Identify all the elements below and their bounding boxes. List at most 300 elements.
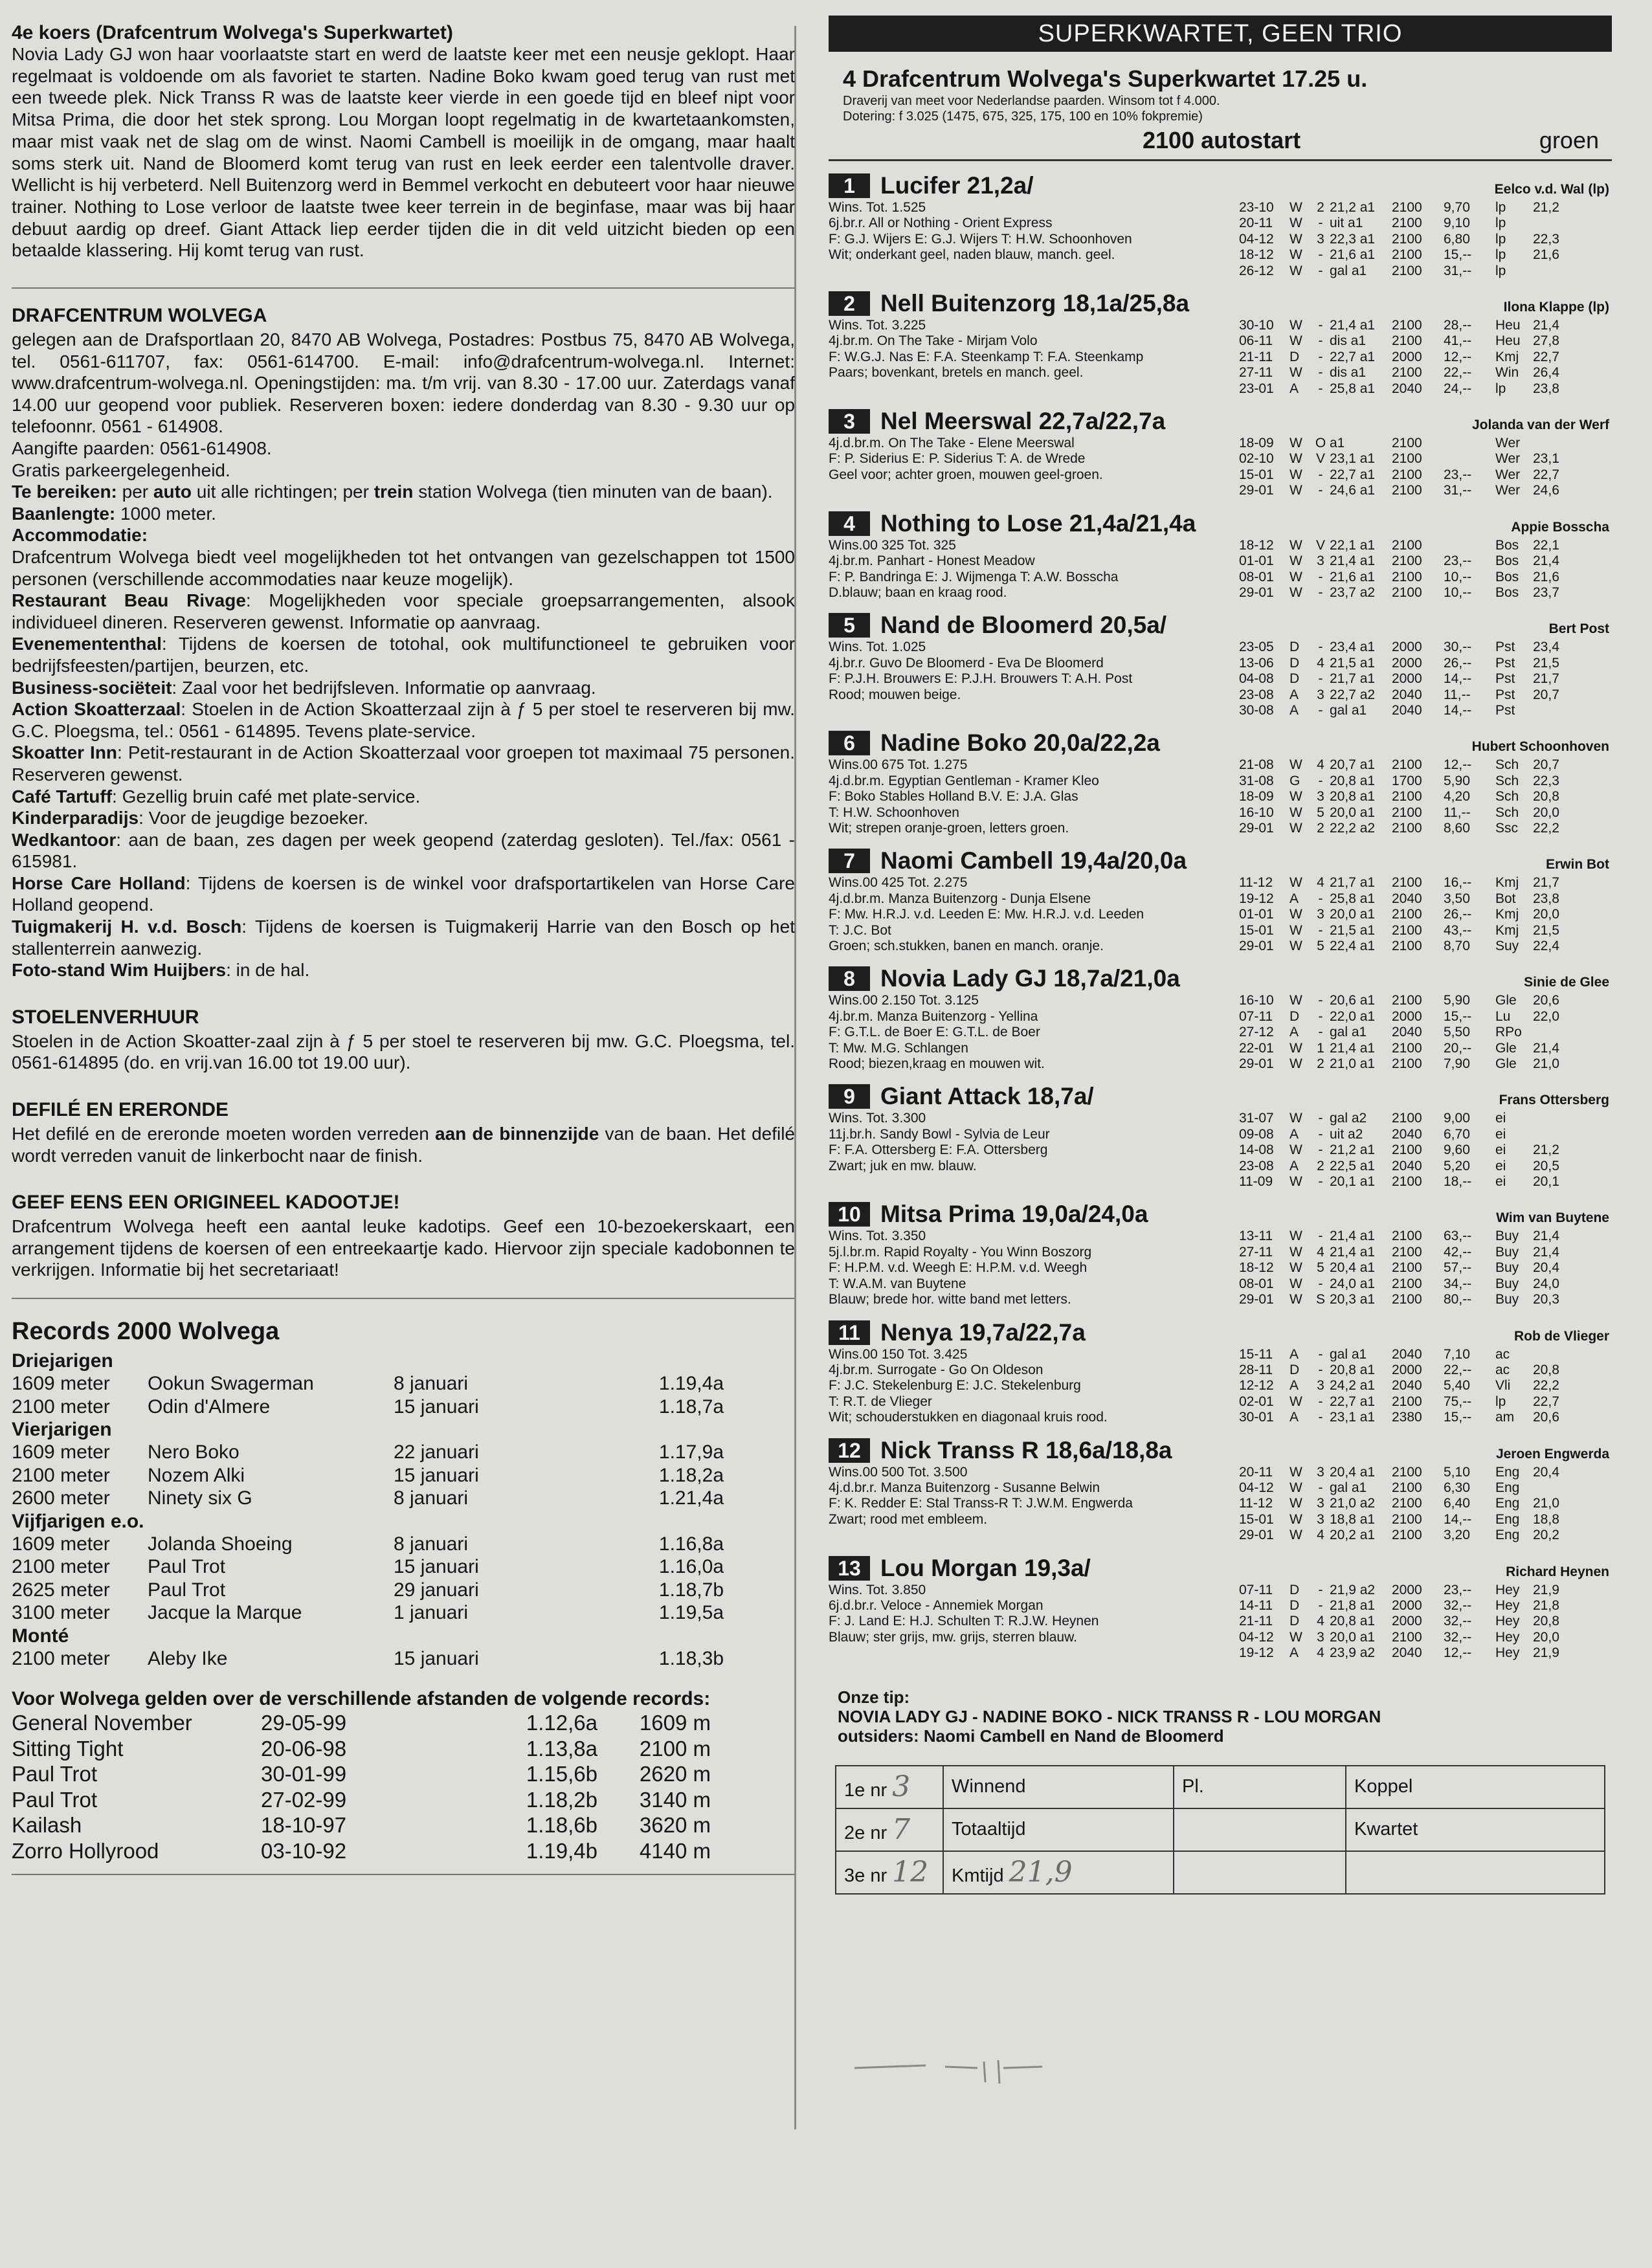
records-row (12, 1555, 795, 1579)
form-cell: 4 (1317, 757, 1324, 773)
horse-form-table (1239, 639, 1578, 718)
form-row (1239, 687, 1578, 703)
form-cell: 2100 (1392, 1040, 1422, 1056)
form-cell: 02-10 (1239, 451, 1274, 467)
form-cell: 2100 (1392, 993, 1422, 1008)
form-row (1239, 263, 1578, 279)
form-cell: S (1315, 1292, 1325, 1307)
horse-entry (829, 1318, 1612, 1426)
form-cell: 3 (1317, 907, 1324, 922)
track-record-row (12, 1787, 795, 1813)
form-cell: 5,40 (1444, 1378, 1470, 1394)
form-cell: 3 (1317, 1378, 1324, 1394)
form-cell: 18,8 a1 (1330, 1511, 1376, 1527)
form-cell: 26,-- (1444, 907, 1472, 922)
form-cell: 12,-- (1444, 1645, 1472, 1661)
form-cell: gal a1 (1330, 1346, 1367, 1362)
form-cell: 21,4 a1 (1330, 1040, 1376, 1056)
track-record-horse: Paul Trot (12, 1762, 98, 1786)
form-cell: Kmj (1495, 349, 1519, 364)
record-time: 1.19,5a (658, 1602, 724, 1623)
form-cell: 18,-- (1444, 1174, 1472, 1190)
form-row (1239, 553, 1578, 569)
form-cell: 20,0 a1 (1330, 907, 1376, 922)
form-cell: - (1318, 1174, 1323, 1190)
horse-info-line: Wit; onderkant geel, naden blauw, manch. geel. (829, 247, 1115, 263)
horse-info-line: 4j.br.m. Surrogate - Go On Oldeson (829, 1362, 1044, 1377)
form-row (1239, 1127, 1578, 1142)
horse-info (829, 1228, 1230, 1307)
race-preview-title: 4e koers (Drafcentrum Wolvega's Superkwartet) (12, 22, 453, 43)
horse-form-table (1239, 1347, 1578, 1426)
form-cell: 20,-- (1444, 1040, 1472, 1056)
form-cell: 30-01 (1239, 1410, 1274, 1425)
form-cell: 2000 (1392, 1597, 1422, 1613)
record-dist: 1609 meter (12, 1373, 110, 1394)
form-cell: 06-11 (1239, 333, 1273, 349)
form-cell: Lu (1495, 1008, 1511, 1024)
form-cell: 21,6 a1 (1330, 247, 1376, 263)
form-cell: 2100 (1392, 1142, 1422, 1158)
form-cell: 22,3 (1533, 773, 1559, 788)
form-cell: 32,-- (1444, 1629, 1472, 1645)
form-row (1239, 1512, 1578, 1528)
horse-driver: Bert Post (1548, 621, 1609, 637)
horse-entry (829, 172, 1612, 279)
form-cell: 2100 (1392, 216, 1422, 231)
form-cell: W (1289, 467, 1302, 482)
form-cell: W (1289, 318, 1302, 333)
form-cell: 2100 (1392, 483, 1422, 498)
form-cell: 23-08 (1239, 687, 1274, 702)
form-cell: Suy (1495, 939, 1519, 953)
form-cell: 3,50 (1444, 891, 1470, 906)
horse-name: Lou Morgan 19,3a/ (880, 1554, 1091, 1581)
form-cell: 2100 (1392, 553, 1422, 569)
venue-address: gelegen aan de Drafsportlaan 20, 8470 AB Wolvega, Postadres: Postbus 75, 8470 AB Wolvega, tel. 0561-611707, fax: 0561-614700. E-mail: info@drafcentrum-wolvega.nl. Internet: www.drafcentrum-wolvega.nl. Openingstijden: ma. t/m vrij. van 8.30 - 17.00 uur. Zaterdags vanaf 14.00 uur geopend voor publiek. Reserveren boxen: iedere donderdag van 8.30 - 9.30 uur op telefoonnr. 0561 - 614908. (12, 329, 795, 437)
form-cell: 16-10 (1239, 805, 1274, 820)
left-column (12, 22, 795, 1889)
horse-info-line: Wins. Tot. 3.850 (829, 1582, 926, 1597)
form-cell: 23,1 a1 (1330, 1410, 1376, 1425)
form-cell: - (1318, 365, 1323, 381)
form-cell: 20,2 (1533, 1528, 1559, 1543)
form-row (1239, 436, 1578, 451)
form-row (1239, 1159, 1578, 1174)
horse-driver: Richard Heynen (1506, 1564, 1609, 1579)
horse-driver: Sinie de Glee (1524, 975, 1609, 990)
form-cell: 6,40 (1444, 1496, 1470, 1511)
records-row (12, 1579, 795, 1602)
horse-info-line: 4j.br.m. On The Take - Mirjam Volo (829, 333, 1038, 349)
form-cell: 15-01 (1239, 922, 1274, 938)
horse-name: Nick Transs R 18,6a/18,8a (880, 1436, 1172, 1463)
records-row (12, 1441, 795, 1464)
record-time: 1.16,8a (658, 1533, 724, 1555)
form-cell: 22,2 a2 (1330, 820, 1376, 836)
record-horse: Jacque la Marque (148, 1602, 302, 1623)
form-cell: 20,4 a1 (1330, 1260, 1376, 1276)
horse-info-line: F: G.T.L. de Boer E: G.T.L. de Boer (829, 1025, 1040, 1040)
form-cell: lp (1495, 1394, 1506, 1409)
form-cell: ei (1495, 1126, 1506, 1142)
record-horse: Nozem Alki (148, 1464, 245, 1486)
form-cell: 21,7 (1533, 875, 1559, 891)
horse-number: 9 (829, 1084, 870, 1109)
track-record-row (12, 1736, 795, 1762)
track-record-dist: 3140 m (639, 1787, 711, 1812)
form-cell: D (1289, 349, 1300, 364)
form-cell: 5,90 (1444, 993, 1470, 1008)
form-cell: 21,4 a1 (1330, 318, 1376, 333)
record-horse: Jolanda Shoeing (148, 1533, 293, 1555)
record-time: 1.21,4a (658, 1487, 724, 1509)
horse-form-table (1239, 993, 1578, 1072)
venue-info (12, 329, 795, 981)
form-cell: ei (1495, 1142, 1506, 1158)
record-date: 8 januari (394, 1487, 469, 1509)
horse-number: 6 (829, 731, 870, 755)
horse-info-line: Wins.00 675 Tot. 1.275 (829, 757, 968, 773)
form-cell: 4 (1317, 655, 1324, 671)
handwritten-2: 7 (892, 1813, 911, 1847)
horse-entry (829, 289, 1612, 397)
horse-info-line: F: W.G.J. Nas E: F.A. Steenkamp T: F.A. Steenkamp (829, 349, 1144, 364)
form-cell: 21,2 a1 (1330, 1142, 1376, 1158)
horse-info-line: Rood; biezen,kraag en mouwen wit. (829, 1056, 1045, 1072)
form-cell: gal a2 (1330, 1111, 1367, 1126)
record-dist: 2100 meter (12, 1556, 110, 1577)
form-cell: 22,0 a1 (1330, 1008, 1376, 1024)
form-row (1239, 703, 1578, 718)
records-row (12, 1601, 795, 1625)
form-row (1239, 1009, 1578, 1025)
horse-info-line: 4j.d.br.m. On The Take - Elene Meerswal (829, 436, 1075, 451)
form-cell: 2 (1317, 200, 1324, 215)
race-preview-text: Novia Lady GJ won haar voorlaatste start en werd de laatste keer met een neusje geklopt. Haar regelmaat is voldoende om als favoriet te starten. Nadine Boko kwam goed terug van rust met een tweede plek. Nick Transs R was de laatste keer vierde in een goede tijd en bleef nipt voor Mitsa Prima, die door het stek sprong. Lou Morgan loopt regelmatig in de kwartetaankomsten, maar mist vaak net de slag om de winst. Naomi Cambell is moeilijk in de omgang, maar haalt soms sterk uit. Nand de Bloomerd komt terug van rust en leek eerder een talentvolle draver. Wellicht is hij verbeterd. Nell Buitenzorg werd in Bemmel verkocht en debuteert voor haar nieuwe trainer. Nothing to Lose verloor de laatste twee keer terrein in de beginfase, maar was bij haar debuut aardig op dreef. Giant Attack liep eerder tijden die in dit veld uitzicht bieden op een betaalde klassering. Hij komt terug van rust. (12, 44, 795, 261)
form-cell: dis a1 (1330, 365, 1367, 381)
horse-number: 8 (829, 966, 870, 991)
form-row (1239, 365, 1578, 381)
horse-info-line: 4j.d.br.r. Manza Buitenzorg - Susanne Belwin (829, 1480, 1100, 1495)
form-cell: 6,30 (1444, 1480, 1470, 1495)
form-cell: 19-12 (1239, 891, 1274, 906)
form-cell: 23,-- (1444, 467, 1472, 482)
horse-entry (829, 1554, 1612, 1662)
form-row (1239, 875, 1578, 891)
record-dist: 1609 meter (12, 1533, 110, 1555)
form-cell: W (1289, 483, 1302, 498)
empty-cell (1174, 1808, 1346, 1851)
horse-info-line: F: P. Bandringa E: J. Wijmenga T: A.W. Bosscha (829, 569, 1119, 584)
form-cell: 2100 (1392, 907, 1422, 922)
form-cell: 34,-- (1444, 1276, 1472, 1291)
record-time: 1.18,7a (658, 1395, 724, 1418)
form-cell: W (1289, 789, 1302, 805)
form-cell: 21,2 a1 (1330, 200, 1376, 215)
form-cell: 07-11 (1239, 1582, 1273, 1597)
form-cell: 20,7 (1533, 687, 1559, 702)
record-dist: 2100 meter (12, 1395, 110, 1418)
horse-form-table (1239, 538, 1578, 601)
record-date: 15 januari (394, 1395, 479, 1418)
form-row (1239, 1362, 1578, 1378)
form-cell: 20,0 a1 (1330, 805, 1376, 820)
form-cell: 2100 (1392, 451, 1422, 467)
form-cell: Sch (1495, 757, 1519, 773)
form-row (1239, 1276, 1578, 1292)
form-cell: Win (1495, 365, 1519, 381)
form-row (1239, 1645, 1578, 1661)
horse-name: Naomi Cambell 19,4a/20,0a (880, 847, 1187, 874)
form-row (1239, 1347, 1578, 1362)
form-row (1239, 671, 1578, 687)
form-cell: W (1289, 1528, 1302, 1543)
form-cell: W (1289, 875, 1302, 891)
form-cell: 2040 (1392, 891, 1422, 906)
form-cell: 2100 (1392, 318, 1422, 333)
form-cell: 2100 (1392, 757, 1422, 773)
horse-name: Mitsa Prima 19,0a/24,0a (880, 1201, 1148, 1228)
form-row (1239, 993, 1578, 1008)
horse-entry (829, 1082, 1612, 1190)
facility-item: Business-sociëteit: Zaal voor het bedrijfsleven. Informatie op aanvraag. (12, 677, 596, 698)
form-row (1239, 1245, 1578, 1260)
form-cell (1533, 703, 1578, 718)
horse-name: Nadine Boko 20,0a/22,2a (880, 729, 1160, 757)
form-cell: 24,2 a1 (1330, 1378, 1376, 1394)
form-cell: 20,8 (1533, 1614, 1559, 1629)
records-table (12, 1350, 795, 1670)
horse-info-line: 11j.br.h. Sandy Bowl - Sylvia de Leur (829, 1126, 1050, 1142)
form-cell: A (1289, 1346, 1299, 1362)
form-row (1239, 318, 1578, 333)
form-cell: Kmj (1495, 922, 1519, 938)
form-cell: 9,10 (1444, 216, 1470, 231)
records-category: Monté (12, 1625, 69, 1647)
record-time: 1.18,2a (658, 1464, 724, 1486)
form-cell: Ssc (1495, 820, 1519, 836)
form-cell: 2100 (1392, 584, 1422, 600)
form-cell: 21,4 a1 (1330, 1244, 1376, 1260)
horse-info-line: F: J.C. Stekelenburg E: J.C. Stekelenburg (829, 1378, 1081, 1394)
track-records-table (12, 1710, 795, 1863)
form-cell: 2000 (1392, 639, 1422, 655)
form-cell: 22,7 a1 (1330, 349, 1376, 364)
form-cell: - (1318, 1410, 1323, 1425)
form-cell: V (1315, 537, 1325, 553)
record-dist: 2100 meter (12, 1647, 110, 1669)
form-cell: 31,-- (1444, 483, 1472, 498)
facility-item: Restaurant Beau Rivage: Mogelijkheden voor speciale groepsarrangementen, alsook individueel dineren. Reserveren gewenst. Informatie op aanvraag. (12, 590, 796, 632)
form-cell: 07-11 (1239, 1008, 1273, 1024)
form-cell: Kmj (1495, 907, 1519, 922)
horse-info (829, 875, 1230, 954)
track-record-dist: 3620 m (639, 1813, 711, 1837)
record-horse: Nero Boko (148, 1441, 240, 1463)
form-cell: 4 (1317, 1244, 1324, 1260)
form-cell: 23,1 a1 (1330, 451, 1376, 467)
form-cell: 4 (1317, 875, 1324, 891)
horse-driver: Rob de Vlieger (1513, 1328, 1609, 1344)
form-cell: W (1289, 757, 1302, 773)
form-cell: 2 (1317, 1056, 1324, 1072)
form-cell: 31-08 (1239, 773, 1274, 788)
horse-info (829, 1347, 1230, 1426)
form-cell: 20,8 a1 (1330, 789, 1376, 805)
record-dist: 2600 meter (12, 1487, 110, 1509)
track-record-time: 1.18,6b (526, 1813, 597, 1837)
form-cell: 23,9 a2 (1330, 1645, 1376, 1661)
form-cell: W (1289, 1174, 1302, 1190)
form-cell: 22,5 a1 (1330, 1158, 1376, 1173)
race-distance-row (829, 124, 1612, 154)
form-cell: lp (1495, 381, 1506, 396)
form-cell: 21,5 (1533, 655, 1559, 671)
horse-info-line: F: P.J.H. Brouwers E: P.J.H. Brouwers T: A.H. Post (829, 671, 1133, 687)
form-cell: 2100 (1392, 820, 1422, 836)
track-record-horse: Paul Trot (12, 1787, 98, 1812)
form-cell: 21,0 (1533, 1056, 1559, 1072)
form-cell: 2040 (1392, 1025, 1422, 1040)
form-row (1239, 1041, 1578, 1056)
form-row (1239, 1480, 1578, 1496)
horse-number: 13 (829, 1556, 870, 1581)
records-row (12, 1533, 795, 1556)
form-cell: - (1318, 891, 1323, 906)
form-cell: W (1289, 1629, 1302, 1645)
form-cell: W (1289, 263, 1302, 278)
form-cell: ei (1495, 1158, 1506, 1173)
form-cell (1444, 538, 1495, 553)
form-row (1239, 1228, 1578, 1244)
form-cell: - (1318, 1142, 1323, 1158)
form-cell: 25,8 a1 (1330, 891, 1376, 906)
form-cell: 15,-- (1444, 247, 1472, 263)
form-cell: 2040 (1392, 381, 1422, 396)
track-record-date: 20-06-98 (261, 1736, 347, 1761)
form-cell: 21,0 (1533, 1496, 1559, 1511)
form-cell: 21,2 (1533, 1142, 1559, 1158)
record-dist: 1609 meter (12, 1441, 110, 1463)
form-cell: 2100 (1392, 263, 1422, 278)
record-time: 1.19,4a (658, 1373, 724, 1394)
form-cell: - (1318, 584, 1323, 600)
form-cell: ei (1495, 1111, 1506, 1126)
form-row (1239, 1111, 1578, 1126)
result-1-label: 1e nr 3 (836, 1766, 943, 1808)
track-record-row (12, 1710, 795, 1736)
venue-aangifte: Aangifte paarden: 0561-614908. (12, 438, 272, 458)
form-cell: A (1289, 381, 1299, 396)
form-cell: 3 (1317, 687, 1324, 702)
form-cell: A (1289, 1126, 1299, 1142)
form-cell: 28-11 (1239, 1362, 1273, 1377)
form-cell: W (1289, 805, 1302, 820)
form-cell: 18-12 (1239, 247, 1274, 263)
form-cell: 12,-- (1444, 349, 1472, 364)
form-cell: 22,1 (1533, 537, 1559, 553)
form-cell: 20,1 a1 (1330, 1174, 1376, 1190)
form-cell: W (1289, 231, 1302, 247)
track-record-time: 1.15,6b (526, 1762, 597, 1786)
form-row (1239, 216, 1578, 231)
form-cell: 12,-- (1444, 757, 1472, 773)
form-cell: Pst (1495, 702, 1515, 718)
form-cell: D (1289, 1582, 1300, 1597)
form-cell (1533, 1347, 1578, 1362)
record-date: 15 januari (394, 1556, 479, 1577)
horse-info-line: Wins. Tot. 1.525 (829, 200, 926, 215)
form-row (1239, 570, 1578, 585)
race-title: 4 Drafcentrum Wolvega's Superkwartet 17.25 u. (843, 65, 1368, 92)
horse-info (829, 318, 1230, 397)
form-cell: Pst (1495, 671, 1515, 687)
form-cell: lp (1495, 247, 1506, 263)
form-cell: Hey (1495, 1629, 1520, 1645)
records-row (12, 1647, 795, 1671)
form-cell: 2100 (1392, 1496, 1422, 1511)
horse-info-line: 6j.br.r. All or Nothing - Orient Express (829, 216, 1053, 231)
form-cell: 21,0 a2 (1330, 1496, 1376, 1511)
form-cell: Pst (1495, 655, 1515, 671)
form-cell: 3,20 (1444, 1528, 1470, 1543)
handwritten-3: 12 (892, 1856, 929, 1889)
form-cell: 22,4 (1533, 939, 1559, 953)
form-cell: 21,8 (1533, 1597, 1559, 1613)
form-cell: 29-01 (1239, 820, 1274, 836)
form-cell: 41,-- (1444, 333, 1472, 349)
race-prize-money: Dotering: f 3.025 (1475, 675, 325, 175, 100 en 10% fokpremie) (843, 109, 1203, 124)
form-cell: 21,5 (1533, 922, 1559, 938)
form-cell: 14,-- (1444, 671, 1472, 687)
form-cell: 2100 (1392, 875, 1422, 891)
form-cell: Wer (1495, 451, 1521, 467)
form-cell: A (1289, 702, 1299, 718)
form-cell (1444, 451, 1495, 467)
form-cell: 23,7 a2 (1330, 584, 1376, 600)
record-horse: Odin d'Almere (148, 1395, 271, 1418)
form-cell: 2000 (1392, 655, 1422, 671)
form-cell (1533, 1127, 1578, 1142)
form-cell: gal a1 (1330, 1025, 1367, 1040)
horse-number: 1 (829, 173, 870, 198)
form-cell: 75,-- (1444, 1394, 1472, 1409)
form-cell: 32,-- (1444, 1597, 1472, 1613)
form-cell: - (1318, 483, 1323, 498)
records-category: Vierjarigen (12, 1419, 112, 1440)
form-cell: - (1318, 922, 1323, 938)
horse-name: Nothing to Lose 21,4a/21,4a (880, 509, 1196, 537)
form-cell: W (1289, 247, 1302, 263)
record-dist: 3100 meter (12, 1602, 110, 1623)
form-cell: W (1289, 820, 1302, 836)
form-row (1239, 939, 1578, 954)
form-cell: 21,6 (1533, 247, 1559, 263)
form-cell: - (1318, 381, 1323, 396)
form-cell: 23,4 a1 (1330, 639, 1376, 655)
horse-info-line: Wins. Tot. 3.225 (829, 318, 926, 333)
form-cell: 14,-- (1444, 1511, 1472, 1527)
horse-info (829, 1583, 1230, 1662)
form-cell: 20,0 a1 (1330, 1629, 1376, 1645)
form-cell: 21,9 a2 (1330, 1582, 1376, 1597)
form-cell: 2040 (1392, 1645, 1422, 1661)
right-column (829, 16, 1612, 1895)
form-cell: 3 (1317, 1511, 1324, 1527)
form-row (1239, 639, 1578, 655)
form-cell: 23-01 (1239, 381, 1274, 396)
